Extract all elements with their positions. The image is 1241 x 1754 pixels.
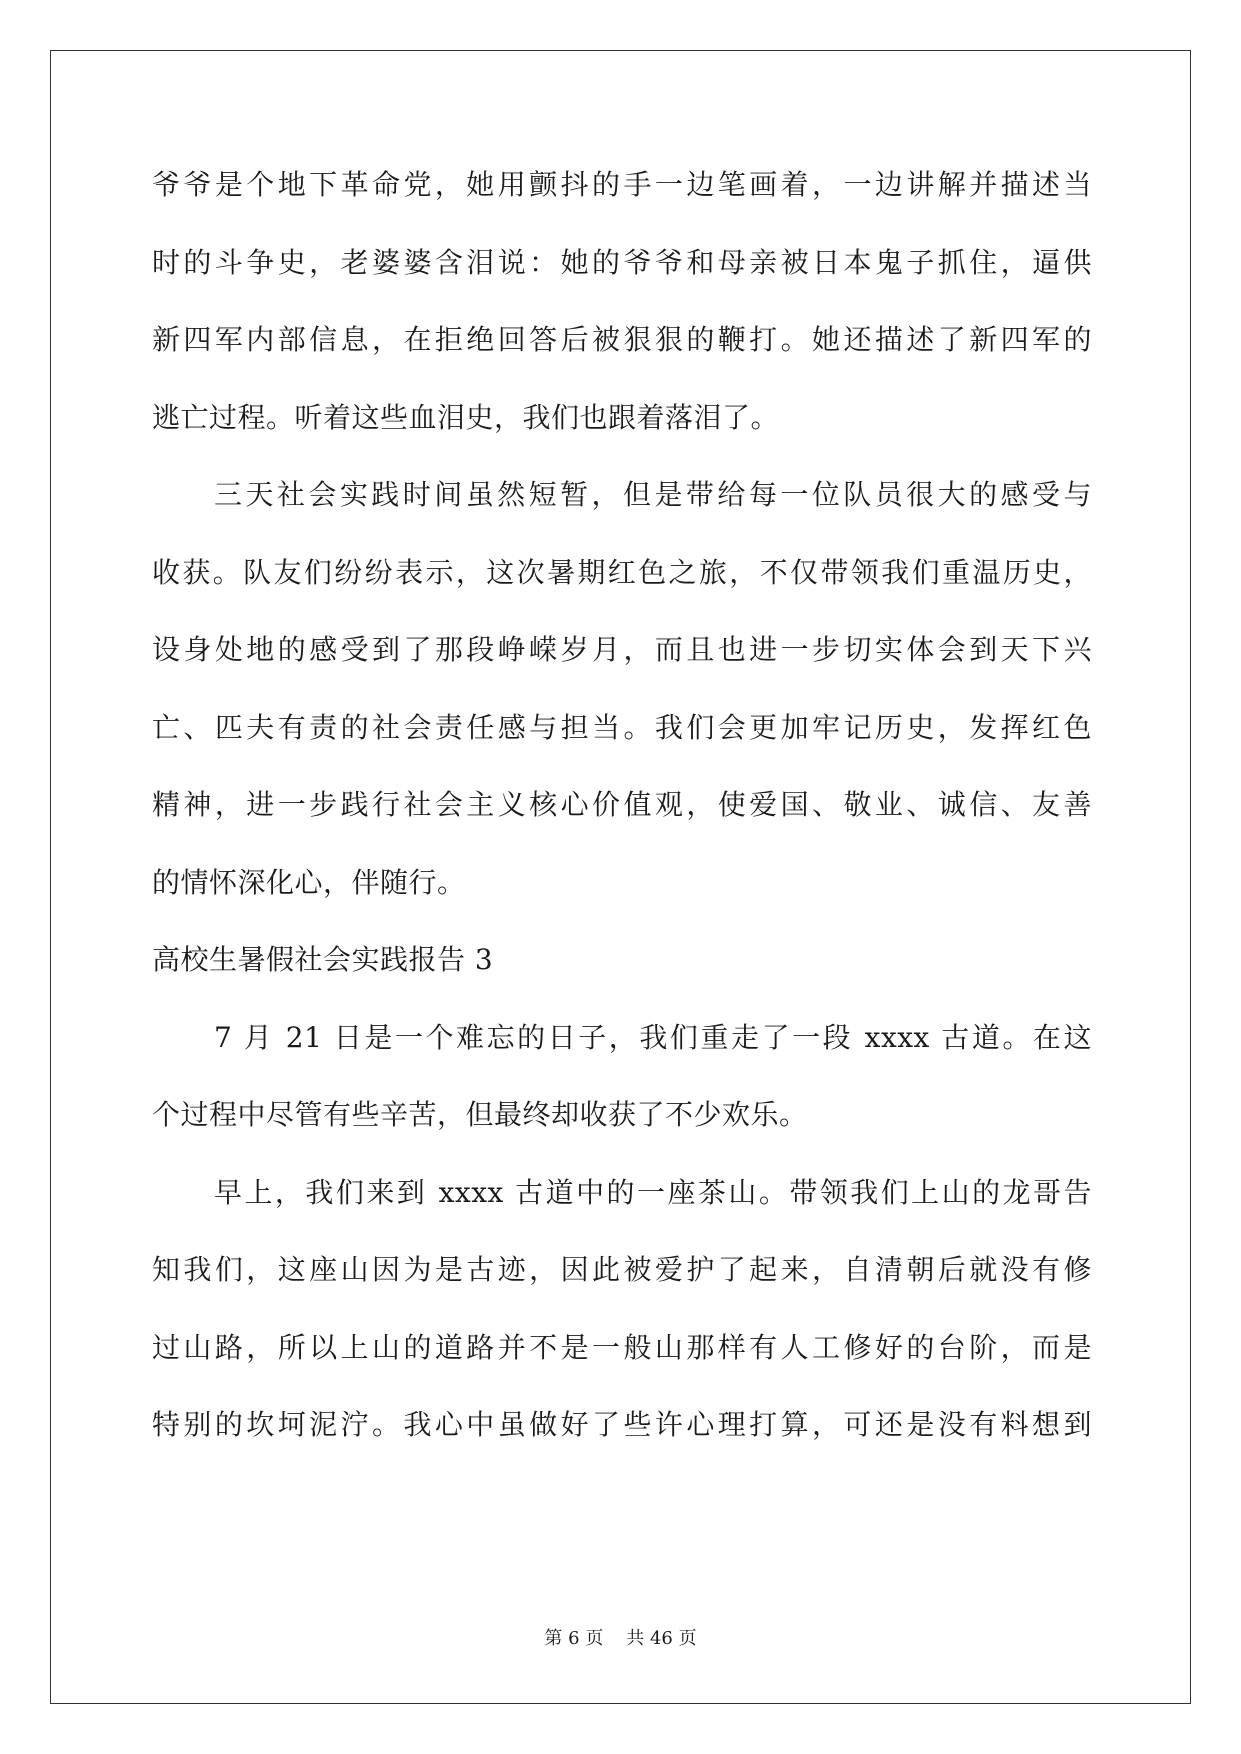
text-line: 设身处地的感受到了那段峥嵘岁月，而且也进一步切实体会到天下兴 xyxy=(152,633,1092,666)
text-line: 个过程中尽管有些辛苦，但最终却收获了不少欢乐。 xyxy=(152,1098,808,1131)
text-line: 7 月 21 日是一个难忘的日子，我们重走了一段 xxxx 古道。在这 xyxy=(214,1020,1092,1054)
text-line: 的情怀深化心，伴随行。 xyxy=(152,865,466,899)
page-footer xyxy=(0,1627,1241,1651)
text-line: 新四军内部信息，在拒绝回答后被狠狠的鞭打。她还描述了新四军的 xyxy=(152,323,1092,356)
text-line: 三天社会实践时间虽然短暂，但是带给每一位队员很大的感受与 xyxy=(214,478,1092,511)
total-pages: 共 46 页 xyxy=(626,1628,697,1649)
text-line: 亡、匹夫有责的社会责任感与担当。我们会更加牢记历史，发挥红色 xyxy=(152,710,1092,744)
text-line: 爷爷是个地下革命党，她用颤抖的手一边笔画着，一边讲解并描述当 xyxy=(152,168,1092,201)
text-line: 收获。队友们纷纷表示，这次暑期红色之旅，不仅带领我们重温历史， xyxy=(152,555,1092,589)
text-line: 过山路，所以上山的道路并不是一般山那样有人工修好的台阶，而是 xyxy=(152,1330,1092,1364)
page-number: 第 6 页 xyxy=(544,1628,604,1649)
section-heading: 高校生暑假社会实践报告 3 xyxy=(152,943,494,976)
text-line: 早上，我们来到 xxxx 古道中的一座茶山。带领我们上山的龙哥告 xyxy=(214,1175,1092,1209)
text-line: 逃亡过程。听着这些血泪史，我们也跟着落泪了。 xyxy=(152,400,780,434)
text-line: 知我们，这座山因为是古迹，因此被爱护了起来，自清朝后就没有修 xyxy=(152,1253,1092,1286)
text-line: 时的斗争史，老婆婆含泪说：她的爷爷和母亲被日本鬼子抓住，逼供 xyxy=(152,245,1092,279)
text-line: 精神，进一步践行社会主义核心价值观，使爱国、敬业、诚信、友善 xyxy=(152,788,1092,821)
text-line: 特别的坎坷泥泞。我心中虽做好了些许心理打算，可还是没有料想到 xyxy=(152,1408,1092,1441)
document-body xyxy=(152,165,1092,1483)
